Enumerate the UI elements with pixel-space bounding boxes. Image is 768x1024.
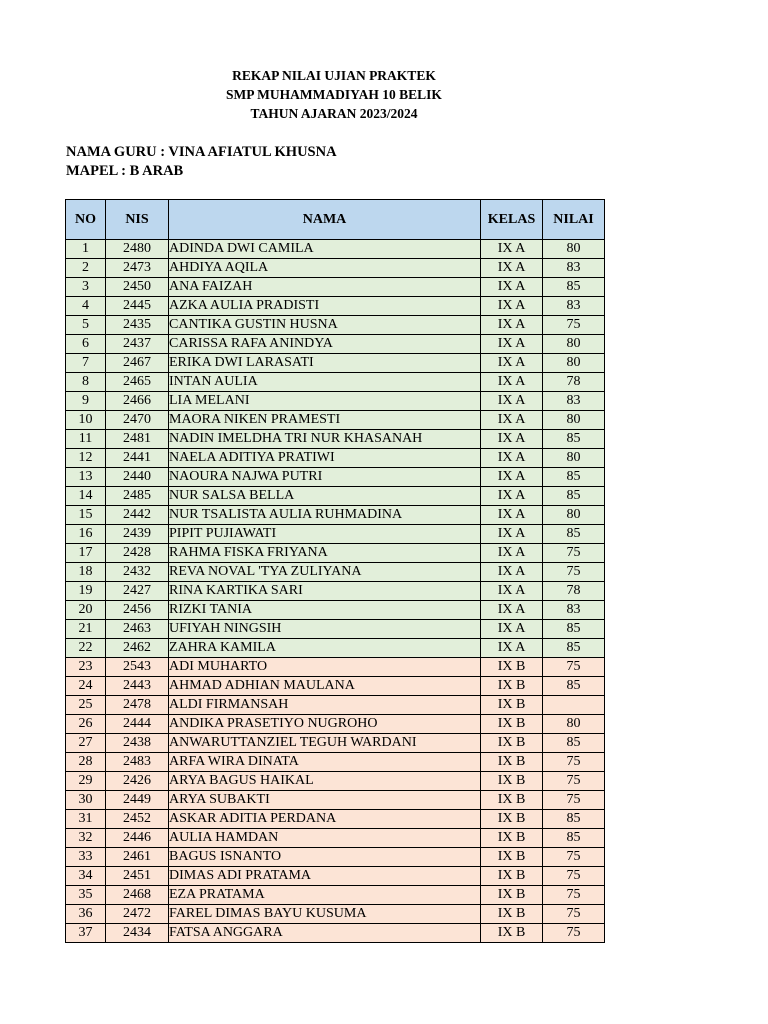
cell-nis: 2450 [106,278,169,297]
cell-nilai: 80 [543,354,605,373]
cell-nama: DIMAS ADI PRATAMA [169,867,481,886]
cell-nama: MAORA NIKEN PRAMESTI [169,411,481,430]
cell-kelas: IX B [481,848,543,867]
cell-no: 9 [66,392,106,411]
table-body [66,240,605,943]
cell-no: 29 [66,772,106,791]
table-row [66,620,605,639]
title-school-name: SMP MUHAMMADIYAH 10 BELIK [226,87,442,102]
cell-nama: NAELA ADITIYA PRATIWI [169,449,481,468]
grades-table [65,199,605,943]
cell-kelas: IX A [481,487,543,506]
cell-nama: CARISSA RAFA ANINDYA [169,335,481,354]
table-row [66,905,605,924]
cell-nilai: 85 [543,430,605,449]
cell-nilai: 80 [543,449,605,468]
cell-kelas: IX A [481,639,543,658]
table-row [66,430,605,449]
cell-nama: ASKAR ADITIA PERDANA [169,810,481,829]
cell-nis: 2432 [106,563,169,582]
cell-no: 18 [66,563,106,582]
cell-nis: 2463 [106,620,169,639]
cell-nama: LIA MELANI [169,392,481,411]
cell-kelas: IX B [481,867,543,886]
cell-kelas: IX B [481,696,543,715]
cell-no: 12 [66,449,106,468]
cell-nilai: 75 [543,772,605,791]
cell-nis: 2435 [106,316,169,335]
cell-nama: RAHMA FISKA FRIYANA [169,544,481,563]
cell-no: 30 [66,791,106,810]
cell-no: 31 [66,810,106,829]
table-row [66,829,605,848]
table-row [66,487,605,506]
cell-nilai: 80 [543,715,605,734]
table-row [66,810,605,829]
cell-nis: 2478 [106,696,169,715]
cell-nis: 2441 [106,449,169,468]
cell-nama: ANWARUTTANZIEL TEGUH WARDANI [169,734,481,753]
cell-nilai: 85 [543,487,605,506]
cell-nilai: 85 [543,639,605,658]
table-row [66,696,605,715]
table-row [66,240,605,259]
cell-nis: 2437 [106,335,169,354]
cell-kelas: IX B [481,658,543,677]
table-row [66,772,605,791]
cell-nilai: 75 [543,886,605,905]
cell-nama: BAGUS ISNANTO [169,848,481,867]
cell-nama: ANDIKA PRASETIYO NUGROHO [169,715,481,734]
cell-kelas: IX B [481,829,543,848]
cell-nis: 2465 [106,373,169,392]
cell-nilai: 80 [543,240,605,259]
cell-nilai: 85 [543,468,605,487]
cell-nis: 2483 [106,753,169,772]
cell-kelas: IX A [481,335,543,354]
cell-no: 22 [66,639,106,658]
cell-nilai: 85 [543,810,605,829]
cell-kelas: IX A [481,468,543,487]
cell-nilai: 75 [543,867,605,886]
cell-nis: 2473 [106,259,169,278]
cell-no: 1 [66,240,106,259]
cell-nis: 2434 [106,924,169,943]
cell-nilai: 75 [543,316,605,335]
cell-no: 26 [66,715,106,734]
table-header-row [66,200,605,240]
cell-no: 32 [66,829,106,848]
cell-nis: 2456 [106,601,169,620]
cell-nilai: 85 [543,734,605,753]
cell-nis: 2446 [106,829,169,848]
table-row [66,658,605,677]
cell-nama: RIZKI TANIA [169,601,481,620]
cell-nilai: 75 [543,905,605,924]
cell-kelas: IX A [481,240,543,259]
cell-nis: 2428 [106,544,169,563]
column-header-kelas: KELAS [481,200,543,240]
cell-no: 37 [66,924,106,943]
cell-nama: UFIYAH NINGSIH [169,620,481,639]
cell-kelas: IX B [481,734,543,753]
cell-no: 5 [66,316,106,335]
cell-nis: 2449 [106,791,169,810]
cell-no: 14 [66,487,106,506]
cell-kelas: IX A [481,392,543,411]
cell-kelas: IX B [481,715,543,734]
title-line-1: REKAP NILAI UJIAN PRAKTEK [232,68,436,83]
cell-nama: REVA NOVAL 'TYA ZULIYANA [169,563,481,582]
cell-no: 10 [66,411,106,430]
cell-nama: ARFA WIRA DINATA [169,753,481,772]
cell-kelas: IX A [481,259,543,278]
cell-kelas: IX B [481,886,543,905]
cell-nis: 2445 [106,297,169,316]
cell-kelas: IX A [481,430,543,449]
subject-name: MAPEL : B ARAB [66,163,184,179]
cell-no: 35 [66,886,106,905]
table-row [66,297,605,316]
cell-nis: 2427 [106,582,169,601]
cell-nis: 2438 [106,734,169,753]
cell-kelas: IX A [481,449,543,468]
cell-nilai: 75 [543,791,605,810]
cell-nilai: 75 [543,924,605,943]
cell-nilai: 80 [543,411,605,430]
cell-kelas: IX B [481,753,543,772]
cell-nis: 2426 [106,772,169,791]
cell-nis: 2451 [106,867,169,886]
cell-nis: 2481 [106,430,169,449]
cell-nis: 2439 [106,525,169,544]
cell-no: 2 [66,259,106,278]
cell-no: 24 [66,677,106,696]
cell-no: 16 [66,525,106,544]
cell-kelas: IX A [481,373,543,392]
table-row [66,335,605,354]
cell-nilai: 75 [543,848,605,867]
cell-nama: ADI MUHARTO [169,658,481,677]
cell-no: 11 [66,430,106,449]
column-header-nilai: NILAI [543,200,605,240]
cell-nis: 2452 [106,810,169,829]
cell-no: 15 [66,506,106,525]
cell-no: 20 [66,601,106,620]
table-row [66,373,605,392]
cell-kelas: IX A [481,411,543,430]
cell-no: 8 [66,373,106,392]
title-school-year: TAHUN AJARAN 2023/2024 [250,106,418,121]
cell-nilai: 85 [543,829,605,848]
table-row [66,677,605,696]
table-row [66,563,605,582]
cell-no: 6 [66,335,106,354]
cell-nilai: 85 [543,677,605,696]
cell-nilai: 80 [543,506,605,525]
cell-nilai: 83 [543,259,605,278]
cell-nis: 2444 [106,715,169,734]
table-row [66,715,605,734]
cell-nama: ARYA SUBAKTI [169,791,481,810]
cell-nis: 2543 [106,658,169,677]
table-row [66,468,605,487]
table-row [66,544,605,563]
cell-kelas: IX A [481,620,543,639]
table-row [66,278,605,297]
cell-no: 21 [66,620,106,639]
cell-nama: NUR SALSA BELLA [169,487,481,506]
cell-no: 27 [66,734,106,753]
cell-nama: FATSA ANGGARA [169,924,481,943]
cell-nis: 2467 [106,354,169,373]
cell-nama: EZA PRATAMA [169,886,481,905]
table-row [66,791,605,810]
cell-nama: INTAN AULIA [169,373,481,392]
cell-nama: ERIKA DWI LARASATI [169,354,481,373]
cell-no: 7 [66,354,106,373]
table-row [66,639,605,658]
cell-kelas: IX A [481,525,543,544]
cell-nilai [543,696,605,715]
cell-no: 36 [66,905,106,924]
cell-nis: 2472 [106,905,169,924]
cell-no: 4 [66,297,106,316]
cell-nilai: 80 [543,335,605,354]
cell-no: 23 [66,658,106,677]
cell-nama: NADIN IMELDHA TRI NUR KHASANAH [169,430,481,449]
cell-nama: ZAHRA KAMILA [169,639,481,658]
cell-nama: AULIA HAMDAN [169,829,481,848]
cell-nilai: 85 [543,620,605,639]
table-row [66,848,605,867]
cell-nis: 2480 [106,240,169,259]
column-header-no: NO [66,200,106,240]
table-row [66,753,605,772]
table-row [66,354,605,373]
column-header-nis: NIS [106,200,169,240]
cell-no: 25 [66,696,106,715]
cell-kelas: IX B [481,810,543,829]
cell-kelas: IX A [481,297,543,316]
cell-no: 19 [66,582,106,601]
cell-kelas: IX A [481,506,543,525]
table-row [66,525,605,544]
cell-nilai: 85 [543,278,605,297]
table-row [66,392,605,411]
cell-nilai: 78 [543,582,605,601]
cell-no: 17 [66,544,106,563]
cell-nilai: 83 [543,392,605,411]
cell-nama: PIPIT PUJIAWATI [169,525,481,544]
cell-no: 28 [66,753,106,772]
cell-kelas: IX A [481,316,543,335]
cell-nama: AHDIYA AQILA [169,259,481,278]
cell-nilai: 83 [543,601,605,620]
column-header-nama: NAMA [169,200,481,240]
cell-kelas: IX A [481,544,543,563]
table-row [66,411,605,430]
cell-nama: NAOURA NAJWA PUTRI [169,468,481,487]
table-row [66,734,605,753]
table-row [66,259,605,278]
cell-kelas: IX B [481,677,543,696]
table-row [66,924,605,943]
cell-nama: CANTIKA GUSTIN HUSNA [169,316,481,335]
cell-nilai: 75 [543,544,605,563]
cell-nis: 2442 [106,506,169,525]
cell-nis: 2443 [106,677,169,696]
cell-kelas: IX B [481,905,543,924]
cell-kelas: IX A [481,278,543,297]
cell-nama: AZKA AULIA PRADISTI [169,297,481,316]
cell-nis: 2440 [106,468,169,487]
cell-nis: 2462 [106,639,169,658]
cell-nama: RINA KARTIKA SARI [169,582,481,601]
cell-no: 3 [66,278,106,297]
cell-kelas: IX A [481,601,543,620]
cell-no: 34 [66,867,106,886]
cell-kelas: IX B [481,772,543,791]
teacher-name: NAMA GURU : VINA AFIATUL KHUSNA [66,144,337,160]
table-row [66,582,605,601]
cell-nilai: 83 [543,297,605,316]
cell-no: 33 [66,848,106,867]
table-row [66,886,605,905]
table-row [66,316,605,335]
cell-nama: ADINDA DWI CAMILA [169,240,481,259]
cell-kelas: IX A [481,563,543,582]
cell-nilai: 75 [543,658,605,677]
cell-nis: 2466 [106,392,169,411]
cell-nilai: 85 [543,525,605,544]
cell-nis: 2470 [106,411,169,430]
cell-nis: 2485 [106,487,169,506]
table-row [66,449,605,468]
table-row [66,867,605,886]
cell-nilai: 75 [543,563,605,582]
cell-nilai: 78 [543,373,605,392]
cell-kelas: IX A [481,582,543,601]
cell-nama: ALDI FIRMANSAH [169,696,481,715]
cell-kelas: IX B [481,924,543,943]
cell-nama: ANA FAIZAH [169,278,481,297]
cell-nis: 2461 [106,848,169,867]
table-row [66,601,605,620]
cell-nama: ARYA BAGUS HAIKAL [169,772,481,791]
document-title-block [0,66,668,123]
cell-kelas: IX A [481,354,543,373]
cell-kelas: IX B [481,791,543,810]
cell-nis: 2468 [106,886,169,905]
cell-no: 13 [66,468,106,487]
table-row [66,506,605,525]
cell-nama: NUR TSALISTA AULIA RUHMADINA [169,506,481,525]
cell-nama: FAREL DIMAS BAYU KUSUMA [169,905,481,924]
cell-nama: AHMAD ADHIAN MAULANA [169,677,481,696]
cell-nilai: 75 [543,753,605,772]
